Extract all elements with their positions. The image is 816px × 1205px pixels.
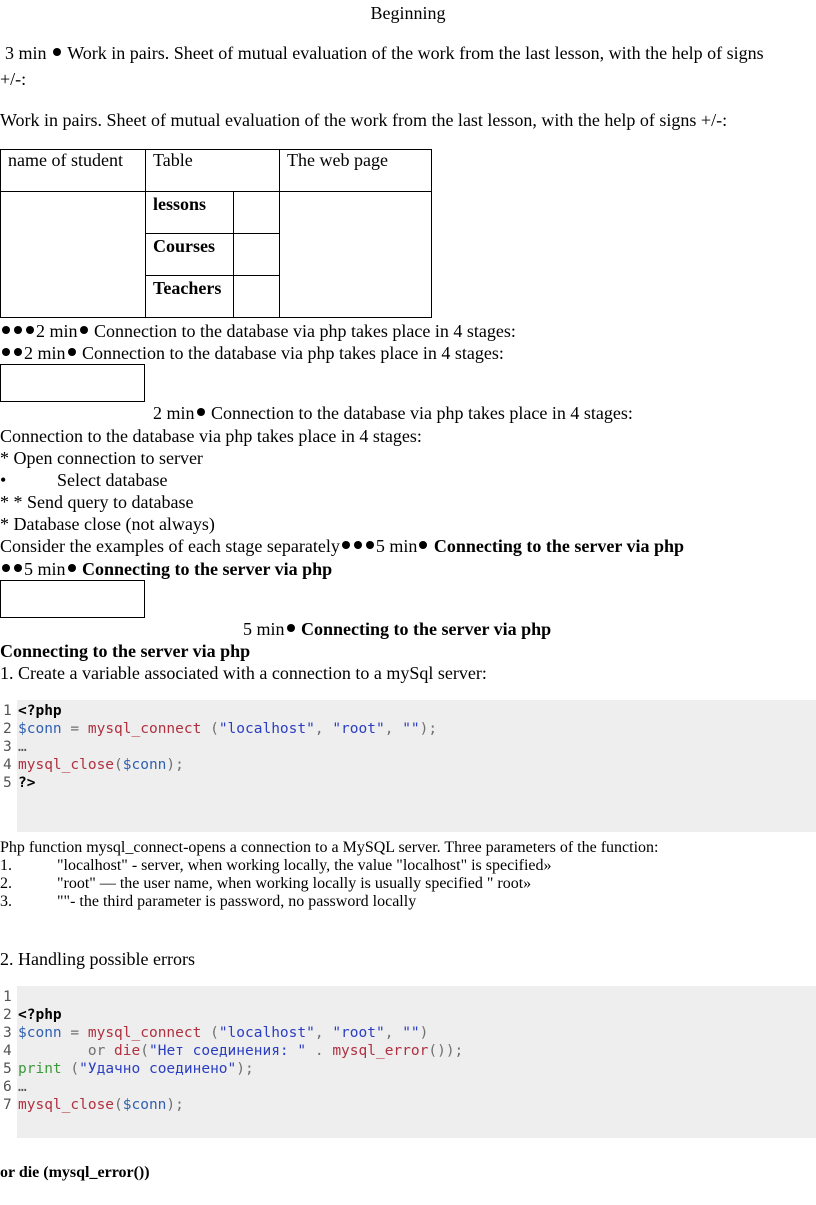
mark-cell-courses	[234, 234, 280, 276]
mark-cell-lessons	[234, 192, 280, 234]
student-cell	[1, 192, 146, 318]
code-line: …	[18, 739, 27, 755]
bullet-dot-icon	[68, 348, 76, 356]
intro-line	[5, 42, 764, 64]
code-line: <?php	[18, 1007, 62, 1023]
row-lessons: lessons	[146, 192, 234, 234]
bullet-dot-icon	[68, 564, 76, 572]
footer-note: or die (mysql_error())	[0, 1164, 150, 1181]
intro-time: 3 min	[5, 43, 47, 63]
bullet-dot-icon	[354, 541, 362, 549]
intro-repeat: Work in pairs. Sheet of mutual evaluation of the work from the last lesson, with the help of signs +/-:	[0, 110, 728, 130]
web-page-cell	[280, 192, 432, 318]
function-explanation: Php function mysql_connect-opens a connection to a MySQL server. Three parameters of the function:	[0, 839, 659, 856]
evaluation-table	[0, 149, 432, 318]
step-select: • Select database	[0, 470, 168, 490]
code-line: mysql_close($conn);	[18, 757, 184, 773]
bullet-dot-icon	[2, 326, 10, 334]
code-line: or die("Нет соединения: " . mysql_error());	[87, 1043, 464, 1059]
code-block-2: 1 2 3 4 5 6 7 <?php $conn = mysql_connect ("localhost", "root", "") or die("Нет соединения: " . mysql_error()); print ("Удачно соединено"); … mysql_close($conn);	[0, 986, 816, 1138]
step-query: * * Send query to database	[0, 492, 194, 512]
code-line: $conn = mysql_connect ("localhost", "root", "")	[18, 1025, 429, 1041]
bullet-dot-icon	[419, 541, 427, 549]
step-open: * Open connection to server	[0, 448, 203, 468]
stage-title-c: 2 min Connection to the database via php takes place in 4 stages:	[153, 403, 633, 423]
bullet-dot-icon	[14, 326, 22, 334]
bullet-dot-icon	[2, 348, 10, 356]
code-line: …	[18, 1079, 27, 1095]
bullet-icon: •	[0, 470, 7, 490]
row-teachers: Teachers	[146, 276, 234, 318]
header-name-of-student: name of student	[1, 150, 146, 192]
header-table: Table	[146, 150, 280, 192]
param-item: 3. ""- the third parameter is password, no password locally	[0, 893, 417, 910]
param-item: 2. "root" — the user name, when working locally is usually specified " root»	[0, 875, 532, 892]
bullet-dot-icon	[287, 624, 295, 632]
connect-step-1: 1. Create a variable associated with a connection to a mySql server:	[0, 663, 487, 683]
code-block-1: 1 2 3 4 5 <?php $conn = mysql_connect ("localhost", "root", ""); … mysql_close($conn); ?>	[0, 700, 816, 832]
connect-title-d: Connecting to the server via php	[0, 641, 251, 661]
intro-line-2: +/-:	[0, 69, 27, 89]
code-line: <?php	[18, 703, 62, 719]
step-close: * Database close (not always)	[0, 514, 215, 534]
empty-box	[0, 364, 145, 402]
empty-box	[0, 580, 145, 618]
stage-title-a: 2 min Connection to the database via php takes place in 4 stages:	[0, 320, 516, 342]
errors-title: 2. Handling possible errors	[0, 949, 195, 969]
param-item: 1. "localhost" - server, when working locally, the value "localhost" is specified»	[0, 857, 552, 874]
bullet-dot-icon	[26, 326, 34, 334]
row-courses: Courses	[146, 234, 234, 276]
code-line: $conn = mysql_connect ("localhost", "root", "");	[18, 721, 438, 737]
code-line: mysql_close($conn);	[18, 1097, 184, 1113]
consider-line: Consider the examples of each stage separately 5 min Connecting to the server via php	[0, 536, 685, 556]
header-web-page: The web page	[280, 150, 432, 192]
mark-cell-teachers	[234, 276, 280, 318]
bullet-dot-icon	[53, 48, 61, 56]
page-title: Beginning	[370, 3, 446, 23]
bullet-dot-icon	[80, 326, 88, 334]
bullet-dot-icon	[342, 541, 350, 549]
code-line: ?>	[18, 775, 36, 791]
stage-title-d: Connection to the database via php takes place in 4 stages:	[0, 426, 422, 446]
connect-title-b: 5 min Connecting to the server via php	[0, 558, 332, 580]
bullet-dot-icon	[14, 564, 22, 572]
code-line: print ("Удачно соединено");	[18, 1061, 254, 1077]
bullet-dot-icon	[366, 541, 374, 549]
stage-title-b: 2 min Connection to the database via php takes place in 4 stages:	[0, 342, 504, 364]
connect-title-c: 5 min Connecting to the server via php	[243, 619, 552, 639]
bullet-dot-icon	[2, 564, 10, 572]
intro-text: Work in pairs. Sheet of mutual evaluation of the work from the last lesson, with the help of signs	[67, 43, 764, 63]
bullet-dot-icon	[197, 408, 205, 416]
bullet-dot-icon	[14, 348, 22, 356]
